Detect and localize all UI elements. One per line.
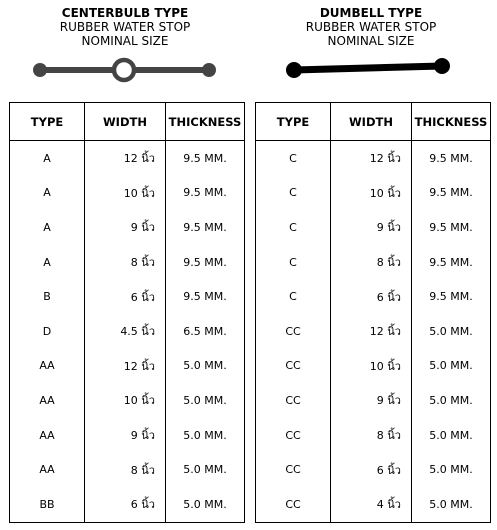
- dumbell-profile-icon: [255, 52, 487, 88]
- table-row: [256, 210, 491, 245]
- centerbulb-profile-icon: [9, 52, 241, 88]
- cell-width: 12 นิ้ว: [85, 349, 166, 384]
- cell-thickness: 6.5 MM.: [166, 314, 245, 349]
- cell-thickness: 5.0 MM.: [166, 487, 245, 522]
- cell-width: 9 นิ้ว: [331, 210, 412, 245]
- cell-thickness: 5.0 MM.: [412, 314, 491, 349]
- cell-thickness: 9.5 MM.: [166, 141, 245, 176]
- cell-type: A: [10, 210, 85, 245]
- centerbulb-subtitle-2: NOMINAL SIZE: [81, 34, 169, 48]
- cell-type: C: [256, 141, 331, 176]
- cell-thickness: 5.0 MM.: [412, 383, 491, 418]
- cell-type: D: [10, 314, 85, 349]
- table-row: [256, 418, 491, 453]
- cell-type: CC: [256, 418, 331, 453]
- cell-thickness: 5.0 MM.: [166, 418, 245, 453]
- cell-width: 10 นิ้ว: [331, 176, 412, 211]
- cell-width: 9 นิ้ว: [331, 383, 412, 418]
- cell-type: AA: [10, 349, 85, 384]
- table-row: [256, 279, 491, 314]
- table-row: [256, 314, 491, 349]
- dumbell-panel: [255, 0, 488, 512]
- table-row: [10, 210, 245, 245]
- cell-type: C: [256, 176, 331, 211]
- cell-width: 9 นิ้ว: [85, 210, 166, 245]
- col-header-thickness: THICKNESS: [412, 103, 491, 141]
- col-header-width: WIDTH: [331, 103, 412, 141]
- table-row: [10, 176, 245, 211]
- cell-width: 4.5 นิ้ว: [85, 314, 166, 349]
- cell-width: 6 นิ้ว: [85, 487, 166, 522]
- cell-type: CC: [256, 452, 331, 487]
- table-row: [256, 452, 491, 487]
- table-row: [256, 349, 491, 384]
- cell-type: CC: [256, 349, 331, 384]
- cell-thickness: 9.5 MM.: [412, 141, 491, 176]
- cell-width: 9 นิ้ว: [85, 418, 166, 453]
- cell-type: B: [10, 279, 85, 314]
- dumbell-table: [255, 102, 491, 523]
- cell-type: A: [10, 176, 85, 211]
- cell-width: 6 นิ้ว: [331, 279, 412, 314]
- cell-width: 8 นิ้ว: [85, 245, 166, 280]
- centerbulb-header: [9, 0, 241, 102]
- dumbell-header: [255, 0, 487, 102]
- table-row: [256, 245, 491, 280]
- col-header-width: WIDTH: [85, 103, 166, 141]
- table-row: [256, 383, 491, 418]
- cell-thickness: 5.0 MM.: [412, 349, 491, 384]
- cell-width: 12 นิ้ว: [331, 314, 412, 349]
- cell-type: C: [256, 210, 331, 245]
- table-row: [10, 418, 245, 453]
- centerbulb-subtitle-1: RUBBER WATER STOP: [59, 20, 191, 34]
- cell-width: 10 นิ้ว: [331, 349, 412, 384]
- centerbulb-panel: [9, 0, 242, 512]
- cell-thickness: 9.5 MM.: [412, 176, 491, 211]
- cell-thickness: 9.5 MM.: [166, 210, 245, 245]
- cell-width: 6 นิ้ว: [85, 279, 166, 314]
- cell-thickness: 9.5 MM.: [412, 210, 491, 245]
- dumbell-subtitle-2: NOMINAL SIZE: [327, 34, 415, 48]
- table-row: [10, 452, 245, 487]
- cell-thickness: 9.5 MM.: [412, 245, 491, 280]
- col-header-type: TYPE: [10, 103, 85, 141]
- dumbell-table-body: [256, 141, 491, 523]
- cell-thickness: 5.0 MM.: [166, 383, 245, 418]
- col-header-type: TYPE: [256, 103, 331, 141]
- table-row: [256, 141, 491, 176]
- table-row: [256, 176, 491, 211]
- cell-thickness: 5.0 MM.: [166, 349, 245, 384]
- cell-thickness: 5.0 MM.: [412, 487, 491, 522]
- centerbulb-table-body: [10, 141, 245, 523]
- dumbell-title: DUMBELL TYPE: [319, 6, 423, 20]
- dumbell-subtitle-1: RUBBER WATER STOP: [305, 20, 437, 34]
- cell-thickness: 5.0 MM.: [412, 418, 491, 453]
- cell-width: 12 นิ้ว: [85, 141, 166, 176]
- cell-width: 8 นิ้ว: [331, 245, 412, 280]
- table-row: [10, 245, 245, 280]
- cell-width: 12 นิ้ว: [331, 141, 412, 176]
- col-header-thickness: THICKNESS: [166, 103, 245, 141]
- cell-type: BB: [10, 487, 85, 522]
- table-header-row: [256, 103, 491, 141]
- cell-type: AA: [10, 418, 85, 453]
- table-row: [10, 141, 245, 176]
- centerbulb-title: CENTERBULB TYPE: [61, 6, 189, 20]
- cell-type: CC: [256, 383, 331, 418]
- cell-width: 4 นิ้ว: [331, 487, 412, 522]
- cell-thickness: 9.5 MM.: [166, 245, 245, 280]
- centerbulb-table: [9, 102, 245, 523]
- cell-type: AA: [10, 383, 85, 418]
- cell-width: 10 นิ้ว: [85, 383, 166, 418]
- cell-type: A: [10, 141, 85, 176]
- table-row: [10, 279, 245, 314]
- cell-width: 8 นิ้ว: [331, 418, 412, 453]
- cell-type: AA: [10, 452, 85, 487]
- table-row: [10, 314, 245, 349]
- table-row: [256, 487, 491, 522]
- cell-thickness: 9.5 MM.: [166, 176, 245, 211]
- cell-thickness: 5.0 MM.: [412, 452, 491, 487]
- cell-thickness: 9.5 MM.: [412, 279, 491, 314]
- cell-thickness: 5.0 MM.: [166, 452, 245, 487]
- cell-width: 10 นิ้ว: [85, 176, 166, 211]
- cell-type: CC: [256, 487, 331, 522]
- table-header-row: [10, 103, 245, 141]
- cell-type: CC: [256, 314, 331, 349]
- cell-type: C: [256, 245, 331, 280]
- table-row: [10, 487, 245, 522]
- cell-type: A: [10, 245, 85, 280]
- cell-thickness: 9.5 MM.: [166, 279, 245, 314]
- cell-width: 6 นิ้ว: [331, 452, 412, 487]
- table-row: [10, 349, 245, 384]
- cell-width: 8 นิ้ว: [85, 452, 166, 487]
- table-row: [10, 383, 245, 418]
- cell-type: C: [256, 279, 331, 314]
